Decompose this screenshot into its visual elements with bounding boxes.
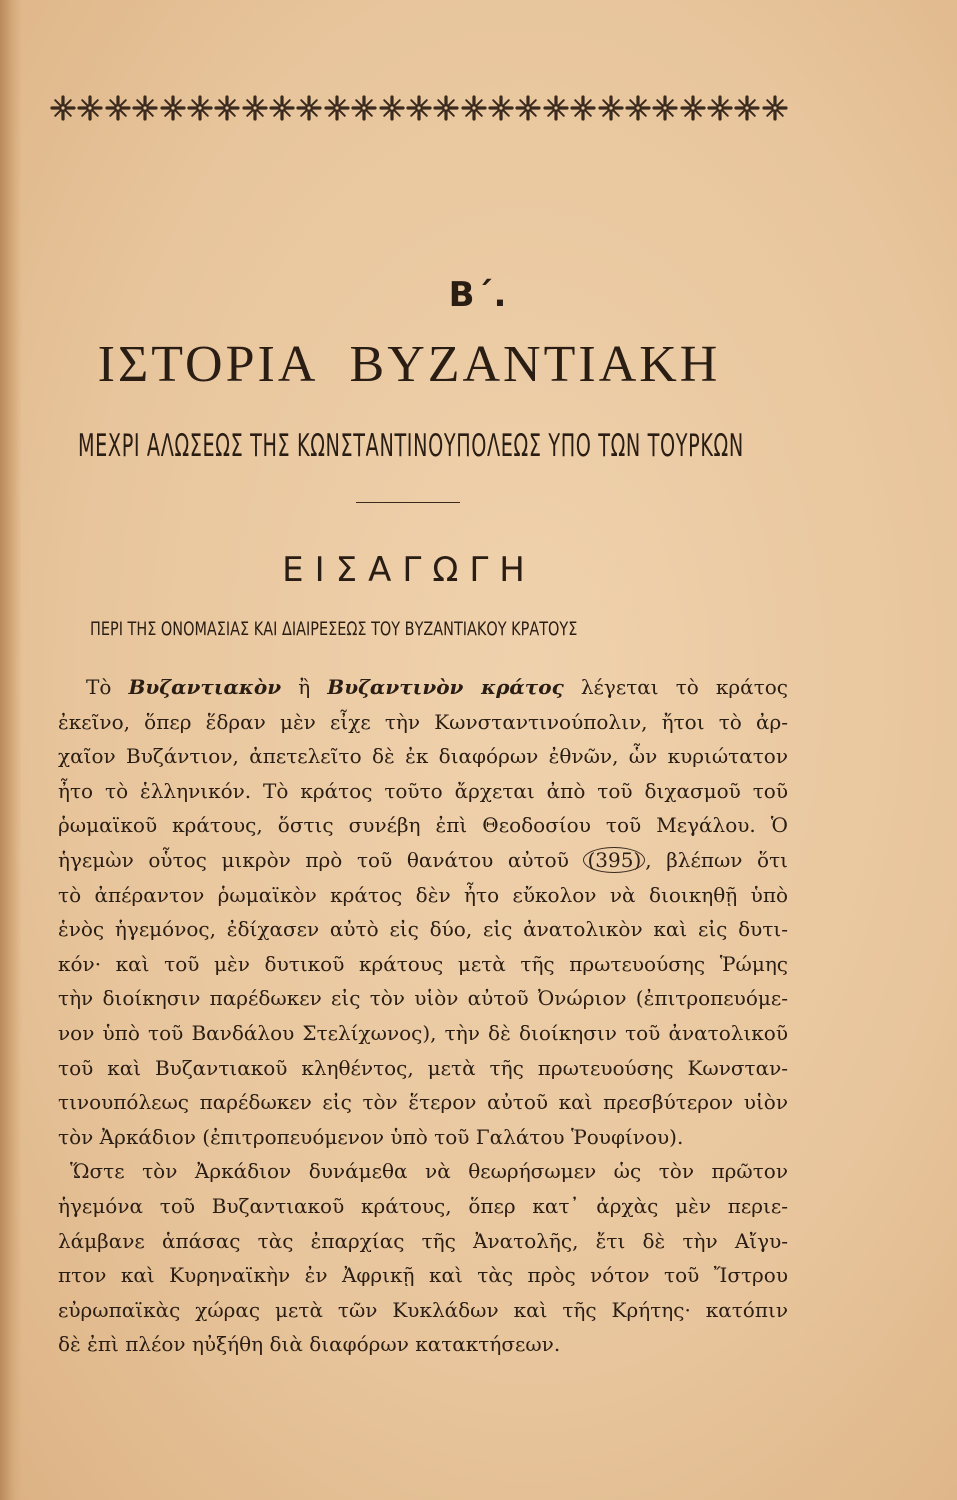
text-line: τινουπόλεως παρέδωκεν εἰς τὸν ἕτερον αὐτοῦ καὶ πρεσβύτερον υἱὸν	[58, 1090, 788, 1115]
ornament-flower-icon	[242, 95, 268, 121]
text-line: τὴν διοίκησιν παρέδωκεν εἰς τὸν υἱὸν αὐτοῦ Ὀνώριον (ἐπιτροπευόμε-	[58, 986, 788, 1011]
text-line: κόν· καὶ τοῦ μὲν δυτικοῦ κράτους μετὰ τῆς πρωτευούσης Ῥώμης	[58, 951, 788, 976]
text-line: τὸν Ἀρκάδιον (ἐπιτροπευόμενον ὑπὸ τοῦ Γαλάτου Ῥουφίνου).	[58, 1124, 684, 1149]
chapter-subtitle: ΜΕΧΡΙ ΑΛΩΣΕΩΣ ΤΗΣ ΚΩΝΣΤΑΝΤΙΝΟΥΠΟΛΕΩΣ ΥΠΟ ΤΩΝ ΤΟΥΡΚΩΝ	[77, 428, 744, 464]
ornament-flower-icon	[160, 95, 186, 121]
ornamental-header-band	[50, 86, 788, 130]
text-line: χαῖον Βυζάντιον, ἀπετελεῖτο δὲ ἐκ διαφόρων ἐθνῶν, ὧν κυριώτατον	[58, 744, 788, 769]
ornament-flower-icon	[105, 95, 131, 121]
text-line-6	[58, 843, 788, 878]
ornament-flower-icon	[625, 95, 651, 121]
ornament-flower-icon	[433, 95, 459, 121]
ornament-flower-icon	[680, 95, 706, 121]
text-fragment: , βλέπων ὅτι	[645, 847, 788, 872]
text-line: νον ὑπὸ τοῦ Βανδάλου Στελίχωνος), τὴν δὲ διοίκησιν τοῦ ἀνατολικοῦ	[58, 1020, 788, 1045]
ornament-flower-icon	[543, 95, 569, 121]
circled-year: (395)	[583, 847, 645, 873]
text-line: εὐρωπαϊκὰς χώρας μετὰ τῶν Κυκλάδων καὶ τῆς Κρήτης· κατόπιν	[58, 1297, 788, 1322]
text-line: ἡγεμόνα τοῦ Βυζαντιακοῦ κράτους, ὅπερ κατ᾽ ἀρχὰς μὲν περιε-	[58, 1193, 788, 1218]
text-line: ἐκεῖνο, ὅπερ ἕδραν μὲν εἶχε τὴν Κωνσταντινούπολιν, ἤτοι τὸ ἀρ-	[58, 709, 788, 734]
text-fragment: Τὸ	[86, 675, 129, 699]
chapter-title: ΙΣΤΟΡΙΑ ΒΥΖΑΝΤΙΑΚΗ	[97, 336, 721, 393]
ornament-flower-icon	[734, 95, 760, 121]
emphasized-term: Βυζαντινὸν κράτος	[327, 675, 564, 699]
ornament-flower-icon	[762, 95, 788, 121]
text-line: Ὥστε τὸν Ἀρκάδιον δυνάμεθα νὰ θεωρήσωμεν ὡς τὸν πρῶτον	[70, 1159, 788, 1184]
text-line: τοῦ καὶ Βυζαντιακοῦ κληθέντος, μετὰ τῆς πρωτευούσης Κωνσταν-	[58, 1055, 788, 1080]
ornament-flower-icon	[50, 95, 76, 121]
introduction-subheading: ΠΕΡΙ ΤΗΣ ΟΝΟΜΑΣΙΑΣ ΚΑΙ ΔΙΑΙΡΕΣΕΩΣ ΤΟΥ ΒΥΖΑΝΤΙΑΚΟΥ ΚΡΑΤΟΥΣ	[90, 618, 578, 640]
ornament-flower-icon	[570, 95, 596, 121]
section-number: Β΄.	[448, 275, 509, 315]
text-line: τὸ ἀπέραντον ῥωμαϊκὸν κράτος δὲν ἦτο εὔκολον νὰ διοικηθῇ ὑπὸ	[58, 882, 788, 907]
ornament-flower-icon	[77, 95, 103, 121]
text-fragment: ἡγεμὼν οὗτος μικρὸν πρὸ τοῦ θανάτου αὐτοῦ	[58, 847, 584, 872]
title-divider	[356, 502, 460, 503]
text-line: λάμβανε ἁπάσας τὰς ἐπαρχίας τῆς Ἀνατολῆς, ἔτι δὲ τὴν Αἴγυ-	[58, 1228, 788, 1253]
introduction-heading: ΕΙΣΑΓΩΓΗ	[282, 550, 536, 590]
ornament-flower-icon	[515, 95, 541, 121]
ornament-flower-icon	[324, 95, 350, 121]
ornament-flower-icon	[187, 95, 213, 121]
text-line-1	[58, 670, 788, 705]
text-fragment: λέγεται τὸ κράτος	[563, 675, 788, 699]
ornament-flower-icon	[406, 95, 432, 121]
text-line: δὲ ἐπὶ πλέον ηὐξήθη διὰ διαφόρων κατακτήσεων.	[58, 1332, 561, 1357]
ornament-flower-icon	[461, 95, 487, 121]
ornament-flower-icon	[214, 95, 240, 121]
ornament-flower-icon	[379, 95, 405, 121]
ornament-flower-icon	[652, 95, 678, 121]
ornament-flower-icon	[488, 95, 514, 121]
ornament-flower-icon	[296, 95, 322, 121]
text-line: ἑνὸς ἡγεμόνος, ἐδίχασεν αὐτὸ εἰς δύο, εἰς ἀνατολικὸν καὶ εἰς δυτι-	[58, 917, 788, 942]
emphasized-term: Βυζαντιακὸν	[128, 675, 282, 699]
text-fragment: ἢ	[281, 675, 328, 699]
ornament-flower-icon	[132, 95, 158, 121]
page-gutter-shadow	[0, 0, 22, 1500]
ornament-flower-icon	[598, 95, 624, 121]
text-line: πτον καὶ Κυρηναϊκὴν ἐν Ἀφρικῇ καὶ τὰς πρὸς νότον τοῦ Ἴστρου	[58, 1263, 788, 1288]
text-line: ῥωμαϊκοῦ κράτους, ὅστις συνέβη ἐπὶ Θεοδοσίου τοῦ Μεγάλου. Ὁ	[58, 813, 788, 838]
ornament-flower-icon	[351, 95, 377, 121]
ornament-flower-icon	[269, 95, 295, 121]
text-line: ἦτο τὸ ἑλληνικόν. Τὸ κράτος τοῦτο ἄρχεται ἀπὸ τοῦ διχασμοῦ τοῦ	[58, 778, 788, 803]
ornament-flower-icon	[707, 95, 733, 121]
body-paragraph	[58, 670, 788, 1362]
